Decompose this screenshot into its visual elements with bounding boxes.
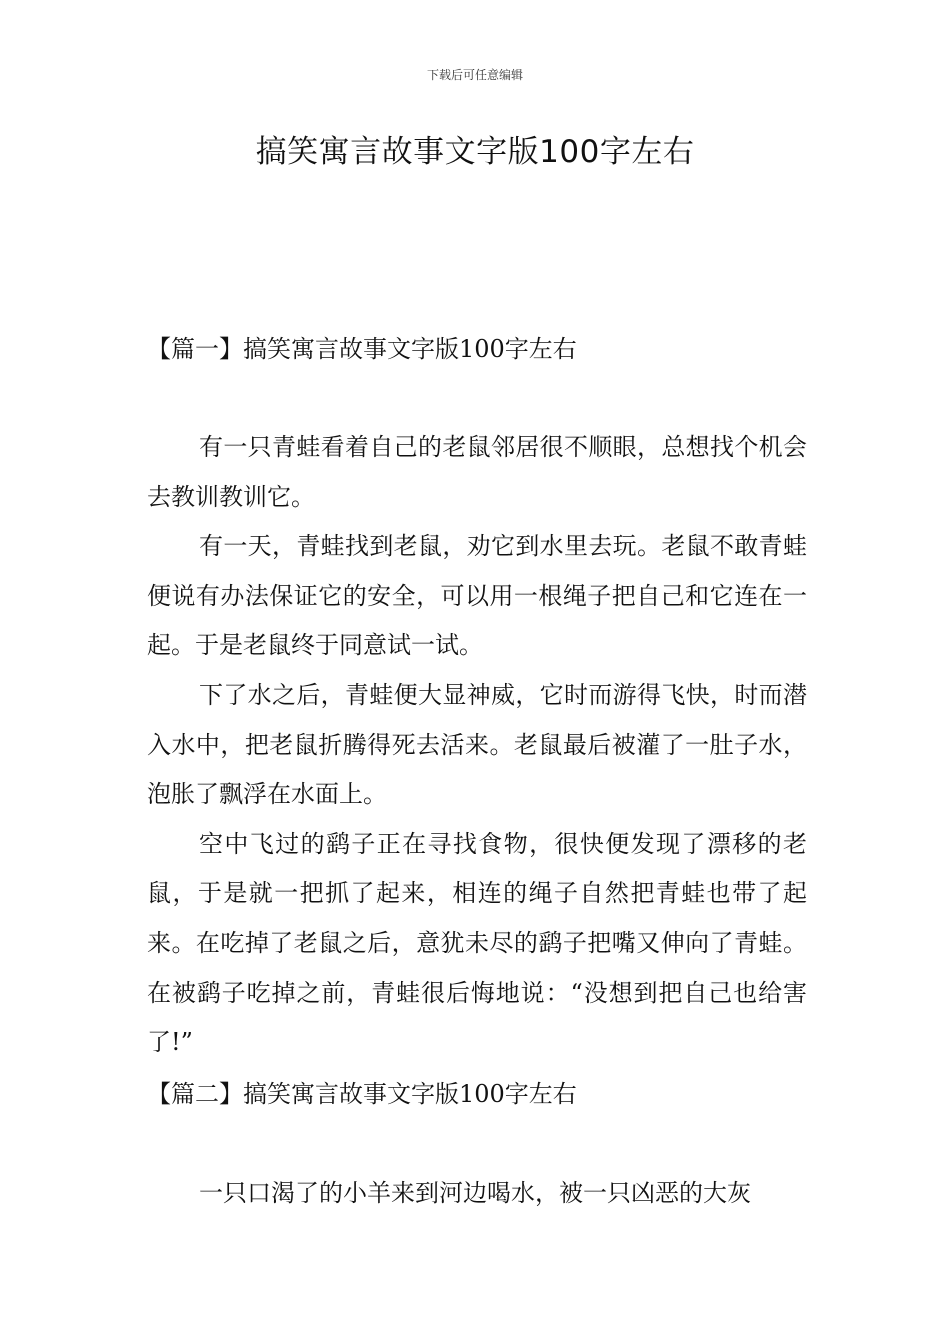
paragraph: 有一天，青蛙找到老鼠，劝它到水里去玩。老鼠不敢青蛙便说有办法保证它的安全，可以用一根绳子把自己和它连在一起。于是老鼠终于同意试一试。 bbox=[147, 532, 807, 660]
section-body-2 bbox=[147, 1169, 807, 1219]
section-body-1 bbox=[147, 423, 807, 1068]
paragraph: 下了水之后，青蛙便大显神威，它时而游得飞快，时而潜入水中，把老鼠折腾得死去活来。老鼠最后被灌了一肚子水，泡胀了飘浮在水面上。 bbox=[147, 680, 807, 809]
paragraph: 一只口渴了的小羊来到河边喝水，被一只凶恶的大灰 bbox=[199, 1179, 751, 1207]
section-heading-2: 【篇二】搞笑寓言故事文字版100字左右 bbox=[147, 1080, 577, 1108]
page-title: 搞笑寓言故事文字版100字左右 bbox=[255, 134, 695, 170]
section-heading-1: 【篇一】搞笑寓言故事文字版100字左右 bbox=[147, 335, 577, 363]
paragraph: 有一只青蛙看着自己的老鼠邻居很不顺眼，总想找个机会去教训教训它。 bbox=[147, 433, 807, 511]
paragraph: 空中飞过的鹞子正在寻找食物，很快便发现了漂移的老鼠，于是就一把抓了起来，相连的绳子自然把青蛙也带了起来。在吃掉了老鼠之后，意犹未尽的鹞子把嘴又伸向了青蛙。在被鹞子吃掉之前，青蛙很后悔地说：“没想到把自己也给害了!” bbox=[147, 829, 807, 1057]
header-note: 下载后可任意编辑 bbox=[426, 68, 523, 82]
